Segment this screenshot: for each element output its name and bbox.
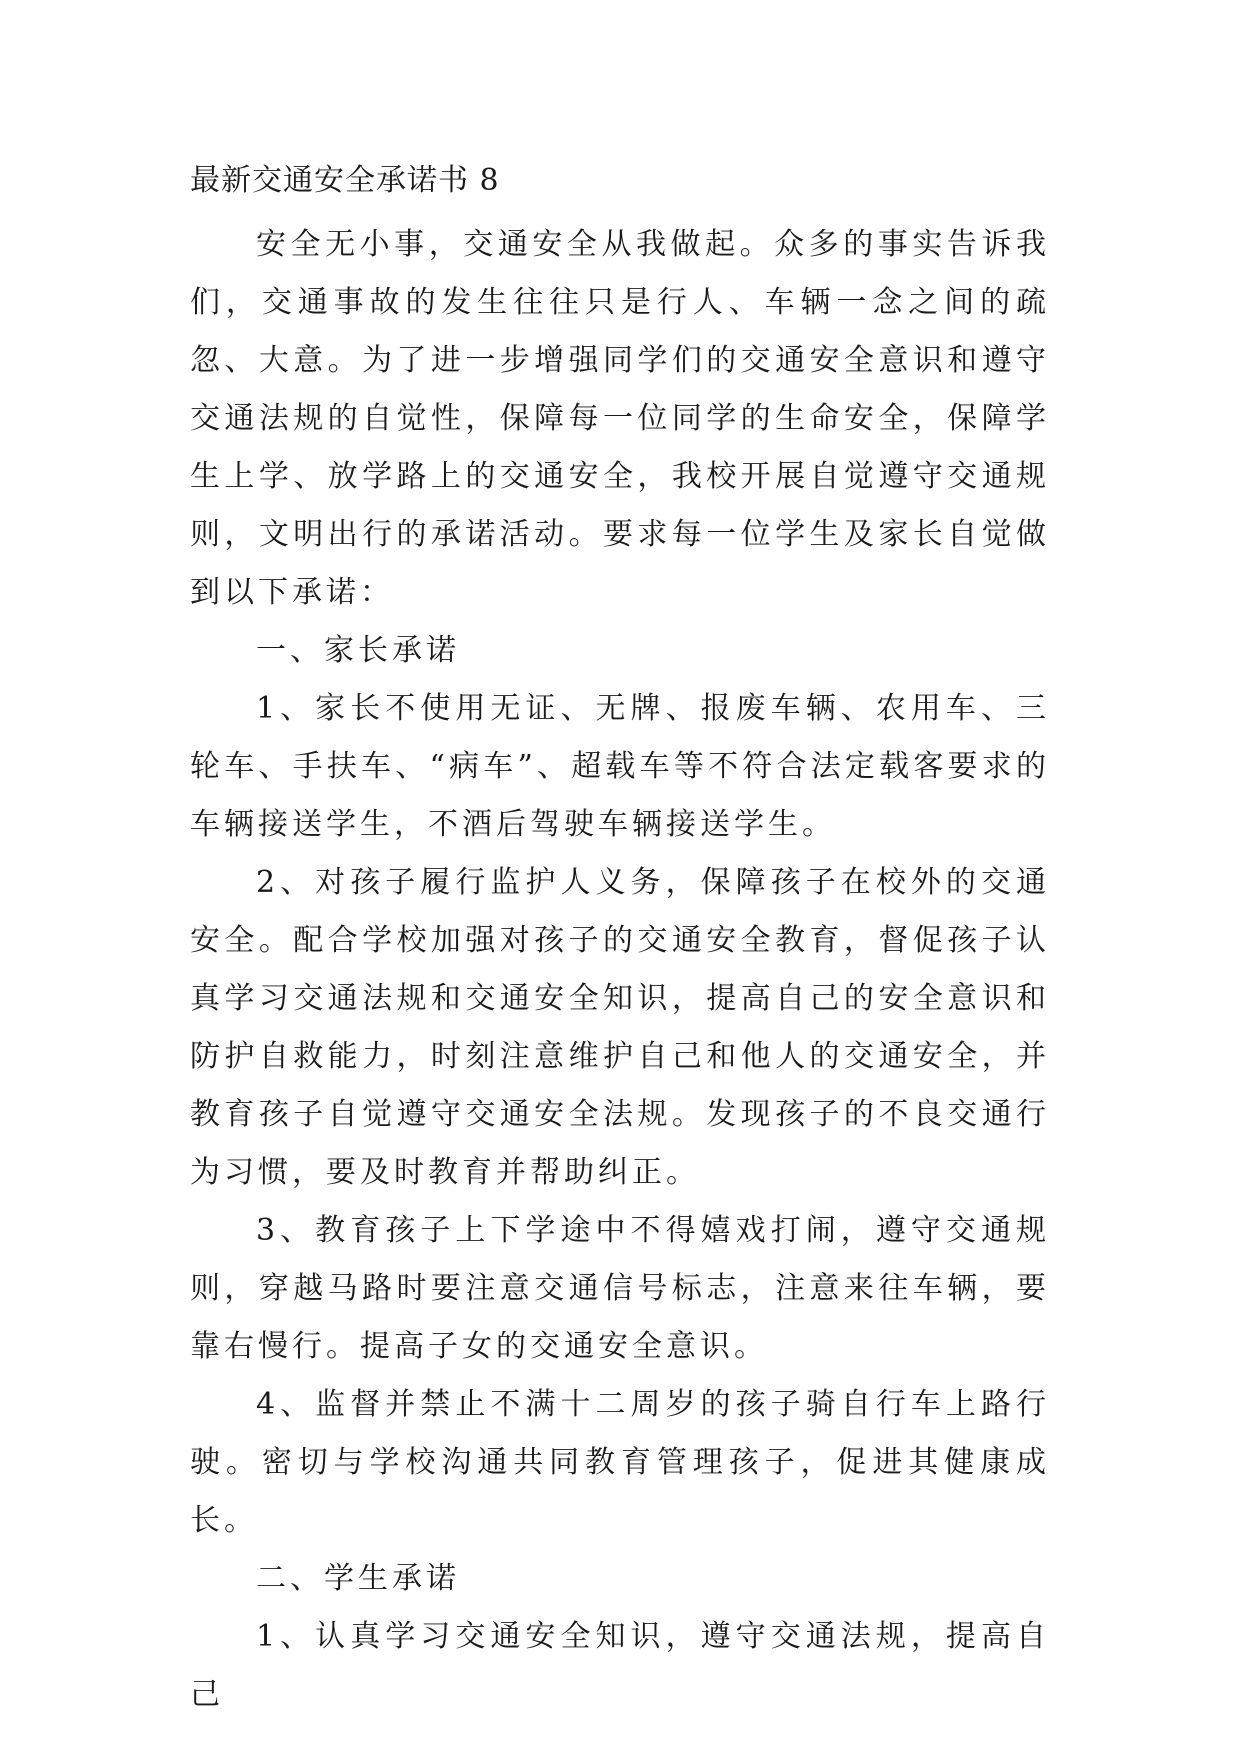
section-heading-parents: 一、家长承诺	[256, 633, 460, 668]
parent-item-1: 1、家长不使用无证、无牌、报废车辆、农用车、三轮车、手扶车、“病车”、超载车等不符合法定载客要求的车辆接送学生，不酒后驾驶车辆接送学生。	[190, 691, 1050, 842]
parent-item-2: 2、对孩子履行监护人义务，保障孩子在校外的交通安全。配合学校加强对孩子的交通安全教育，督促孩子认真学习交通法规和交通安全知识，提高自己的安全意识和防护自救能力，时刻注意维护自己和他人的交通安全，并教育孩子自觉遵守交通安全法规。发现孩子的不良交通行为习惯，要及时教育并帮助纠正。	[190, 865, 1050, 1190]
document-title: 最新交通安全承诺书 8	[190, 163, 500, 198]
student-item-1: 1、认真学习交通安全知识，遵守交通法规，提高自己	[190, 1619, 1050, 1712]
document-page	[190, 160, 1050, 1724]
section-heading-students: 二、学生承诺	[256, 1561, 460, 1596]
parent-item-4: 4、监督并禁止不满十二周岁的孩子骑自行车上路行驶。密切与学校沟通共同教育管理孩子，促进其健康成长。	[190, 1387, 1050, 1538]
intro-paragraph: 安全无小事，交通安全从我做起。众多的事实告诉我们，交通事故的发生往往只是行人、车辆一念之间的疏忽、大意。为了进一步增强同学们的交通安全意识和遵守交通法规的自觉性，保障每一位同学的生命安全，保障学生上学、放学路上的交通安全，我校开展自觉遵守交通规则，文明出行的承诺活动。要求每一位学生及家长自觉做到以下承诺：	[190, 227, 1050, 610]
parent-item-3: 3、教育孩子上下学途中不得嬉戏打闹，遵守交通规则，穿越马路时要注意交通信号标志，注意来往车辆，要靠右慢行。提高子女的交通安全意识。	[190, 1213, 1050, 1364]
